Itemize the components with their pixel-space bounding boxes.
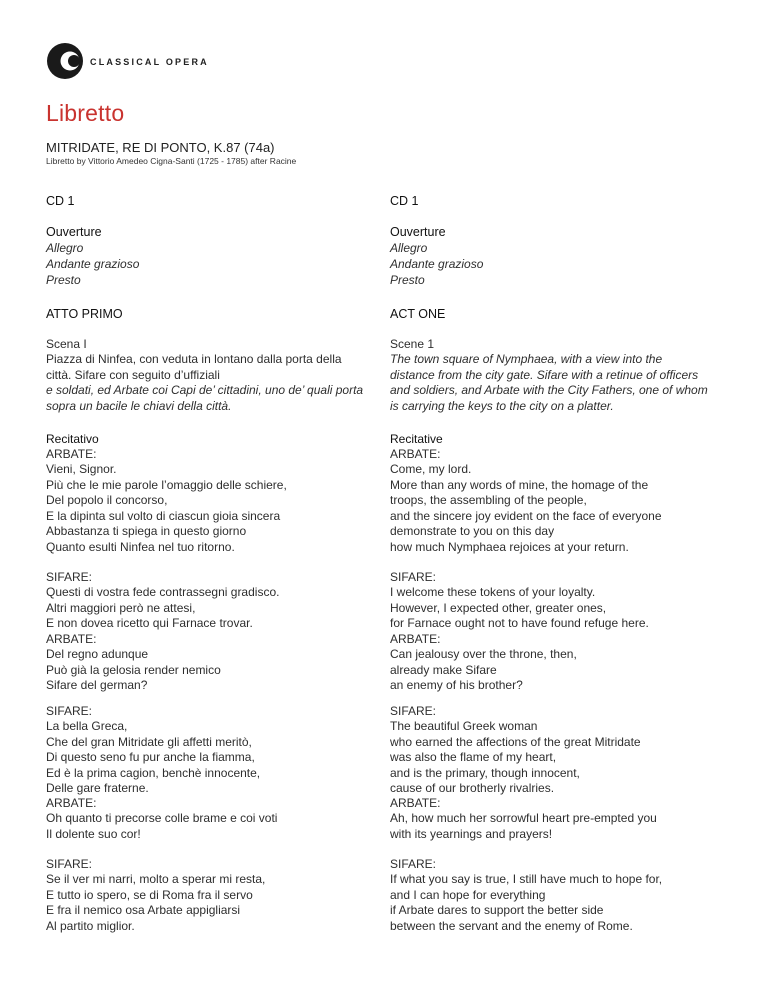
scene-description-italic: e soldati, ed Arbate coi Capi de’ cittadini, uno de’ quali porta sopra un bacile le chiavi della città.	[46, 383, 364, 413]
overture-part: Andante grazioso	[46, 257, 140, 271]
speaker-label: SIFARE:	[46, 570, 93, 584]
libretto-text: Come, my lord. More than any words of mine, the homage of the troops, the assembling of the people, and the sincere joy evident on the face of everyone demonstrate to you on this day how much Nymphaea rejoices at your return.	[390, 462, 662, 554]
act-heading: ATTO PRIMO	[46, 307, 123, 321]
libretto-text: Vieni, Signor. Più che le mie parole l’omaggio delle schiere, Del popolo il concorso, E la dipinta sul volto di ciascun gioia sincera Abbastanza ti spiega in questo giorno Quanto esulti Ninfea nel tuo ritorno.	[46, 462, 287, 554]
cd-heading: CD 1	[46, 194, 75, 208]
scene-description: Piazza di Ninfea, con veduta in lontano dalla porta della città. Sifare con seguito d’uffiziali	[46, 352, 342, 382]
cd-heading: CD 1	[390, 194, 419, 208]
libretto-text: Can jealousy over the throne, then, already make Sifare an enemy of his brother?	[390, 647, 577, 693]
overture-part: Allegro	[46, 241, 84, 255]
page-title: Libretto	[46, 100, 125, 126]
libretto-text: Se il ver mi narri, molto a sperar mi resta, E tutto io spero, se di Roma fra il servo E fra il nemico osa Arbate appigliarsi Al partito miglior.	[46, 872, 266, 933]
act-heading: ACT ONE	[390, 307, 446, 321]
scene-description-italic: The town square of Nymphaea, with a view into the distance from the city gate. Sifare with a retinue of officers and soldiers, and Arbate with the City Fathers, one of whom is carrying the keys to the city on a platter.	[390, 352, 708, 413]
libretto-text: La bella Greca, Che del gran Mitridate gli affetti meritò, Di questo seno fu pur anche la fiamma, Ed è la prima cagion, benchè innocente, Delle gare fraterne.	[46, 719, 261, 796]
libretto-credit: Libretto by Vittorio Amedeo Cigna-Santi (1725 - 1785) after Racine	[46, 156, 297, 166]
speaker-label: ARBATE:	[46, 796, 97, 810]
overture-part: Allegro	[390, 241, 428, 255]
speaker-label: SIFARE:	[46, 704, 93, 718]
brand-logo	[46, 42, 209, 80]
scene-title: Scena I	[46, 337, 87, 351]
overture-part: Presto	[390, 273, 425, 287]
speaker-label: SIFARE:	[390, 704, 437, 718]
recitative-label: Recitative	[390, 432, 443, 446]
speaker-label: SIFARE:	[390, 570, 437, 584]
libretto-text: I welcome these tokens of your loyalty. However, I expected other, greater ones, for Farnace ought not to have found refuge here.	[390, 585, 649, 631]
libretto-text: Del regno adunque Può già la gelosia render nemico Sifare del german?	[46, 647, 221, 693]
speaker-label: ARBATE:	[390, 447, 441, 461]
libretto-text: Oh quanto ti precorse colle brame e coi voti Il dolente suo cor!	[46, 811, 278, 841]
libretto-text: The beautiful Greek woman who earned the affections of the great Mitridate was also the flame of my heart, and is the primary, though innocent, cause of our brotherly rivalries.	[390, 719, 641, 796]
brand-name: CLASSICAL OPERA	[90, 57, 209, 67]
speaker-label: ARBATE:	[390, 796, 441, 810]
scene-title: Scene 1	[390, 337, 435, 351]
speaker-label: ARBATE:	[46, 447, 97, 461]
overture-title: Ouverture	[46, 225, 102, 239]
recitative-label: Recitativo	[46, 432, 99, 446]
speaker-label: ARBATE:	[46, 632, 97, 646]
classical-opera-logo-icon	[46, 42, 84, 80]
opera-title: MITRIDATE, RE DI PONTO, K.87 (74a)	[46, 140, 275, 155]
overture-title: Ouverture	[390, 225, 446, 239]
overture-part: Presto	[46, 273, 81, 287]
libretto-text: If what you say is true, I still have much to hope for, and I can hope for everything if Arbate dares to support the better side between the servant and the enemy of Rome.	[390, 872, 663, 933]
speaker-label: SIFARE:	[46, 857, 93, 871]
libretto-text: Questi di vostra fede contrassegni gradisco. Altri maggiori però ne attesi, E non dovea ricetto qui Farnace trovar.	[46, 585, 280, 631]
speaker-label: SIFARE:	[390, 857, 437, 871]
overture-part: Andante grazioso	[390, 257, 484, 271]
speaker-label: ARBATE:	[390, 632, 441, 646]
libretto-text: Ah, how much her sorrowful heart pre-empted you with its yearnings and prayers!	[390, 811, 657, 841]
